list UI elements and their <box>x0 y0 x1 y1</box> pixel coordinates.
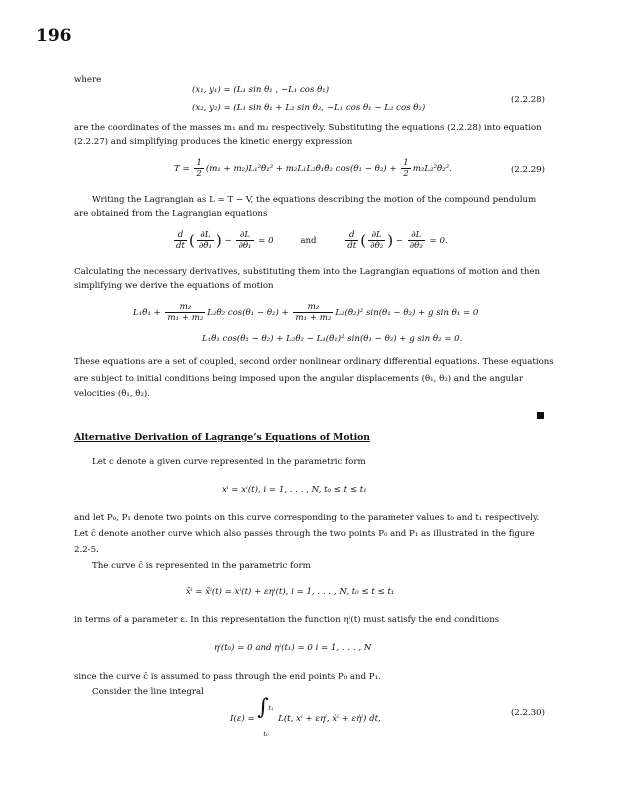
eq-part: = 0 <box>258 236 274 246</box>
equation-coords-2: (x₂, y₂) = (L₁ sin θ₁ + L₂ sin θ₂, −L₁ cos θ₁ − L₂ cos θ₂) <box>192 103 426 113</box>
paragraph-line: (2.2.27) and simplifying produces the kinetic energy expression <box>74 137 353 147</box>
fraction-numerator: 1 <box>403 158 409 168</box>
equation-number-2-2-28: (2.2.28) <box>510 95 545 105</box>
fraction-numerator: ∂L <box>408 230 425 241</box>
paragraph-line: These equations are a set of coupled, second order nonlinear ordinary differential equations. These equations <box>74 357 554 367</box>
equation-line-integral <box>230 695 381 738</box>
paragraph-line: are the coordinates of the masses m₁ and m₂ respectively. Substituting the equations (2.2.28) into equation <box>74 123 542 133</box>
eq-part: T = <box>174 164 190 174</box>
fraction-partial <box>197 230 214 251</box>
fraction-denominator: ∂θ̇₁ <box>198 241 212 251</box>
paren: ( <box>188 231 195 250</box>
fraction-denominator: dt <box>176 241 185 251</box>
paragraph-line: since the curve c̄ is assumed to pass through the end points P₀ and P₁. <box>74 672 381 682</box>
fraction-denominator: m₁ + m₂ <box>295 313 332 323</box>
eq-part: − <box>395 236 403 246</box>
fraction-numerator: 1 <box>196 158 202 168</box>
fraction-numerator: m₂ <box>165 302 205 313</box>
eq-part: m₂L₂²θ̇₂². <box>412 164 452 174</box>
fraction-denominator: ∂θ₁ <box>238 241 252 251</box>
paragraph-line: and let P₀, P₁ denote two points on this curve corresponding to the parameter values t₀ and t₁ respectively. <box>74 513 540 523</box>
paren: ) <box>215 231 222 250</box>
equation-parametric-bar: x̄ⁱ = x̄ⁱ(t) = xⁱ(t) + εηⁱ(t), i = 1, . . . , N, t₀ ≤ t ≤ t₁ <box>186 587 395 597</box>
paragraph-line: Let c denote a given curve represented in the parametric form <box>92 457 366 467</box>
page-number: 196 <box>36 26 72 46</box>
eq-part: L₂θ̈₂ cos(θ₁ − θ₂) + <box>207 308 289 318</box>
fraction-partial <box>408 230 425 251</box>
fraction-numerator: ∂L <box>368 230 385 241</box>
fraction-numerator: d <box>174 230 187 241</box>
eq-part: (m₁ + m₂)L₁²θ̇₁² + m₂L₁L₂θ̇₁θ̇₂ cos(θ₁ − θ₂) + <box>205 164 397 174</box>
equation-parametric: xⁱ = xⁱ(t), i = 1, . . . , N, t₀ ≤ t ≤ t₁ <box>222 485 367 495</box>
paragraph-line: Writing the Lagrangian as L = T − V, the equations describing the motion of the compound pendulum <box>92 195 537 205</box>
fraction-numerator: m₂ <box>293 302 333 313</box>
integral-block <box>257 695 275 738</box>
integral-sign: ∫ <box>257 695 269 720</box>
paragraph-line: Let c̄ denote another curve which also passes through the two points P₀ and P₁ as illustrated in the figure <box>74 529 535 539</box>
fraction-numerator: ∂L <box>236 230 253 241</box>
fraction-denominator: ∂θ₂ <box>409 241 423 251</box>
text-where: where <box>74 75 102 85</box>
paragraph-line: 2.2-5. <box>74 545 99 555</box>
equation-coords-1: (x₁, y₁) = (L₁ sin θ₁ , −L₁ cos θ₁) <box>192 85 330 95</box>
fraction-numerator: d <box>345 230 358 241</box>
fraction-mass <box>293 302 333 323</box>
section-heading: Alternative Derivation of Lagrange’s Equations of Motion <box>74 432 370 443</box>
fraction-partial <box>368 230 385 251</box>
end-of-proof-square <box>537 412 544 419</box>
integral-lower-limit: t₀ <box>263 730 269 738</box>
integral-upper-limit: t₁ <box>268 704 274 712</box>
paragraph-line: The curve c̄ is represented in the parametric form <box>92 561 311 571</box>
paragraph-line: are obtained from the Lagrangian equations <box>74 209 268 219</box>
fraction-d-dt <box>174 230 187 251</box>
equation-motion-1 <box>133 302 478 323</box>
fraction-half <box>401 158 410 179</box>
equation-motion-2: L₁θ̈₁ cos(θ₁ − θ₂) + L₂θ̈₂ − L₁(θ̇₁)² sin(θ₁ − θ₂) + g sin θ₂ = 0. <box>202 334 463 344</box>
eq-part: I(ε) = <box>230 714 255 724</box>
fraction-partial <box>236 230 253 251</box>
paragraph-line: Calculating the necessary derivatives, substituting them into the Lagrangian equations of motion and then <box>74 267 541 277</box>
equation-end-conditions: ηⁱ(t₀) = 0 and ηⁱ(t₁) = 0 i = 1, . . . , N <box>214 643 372 653</box>
equation-number-2-2-29: (2.2.29) <box>510 165 545 175</box>
eq-part: = 0. <box>429 236 448 246</box>
eq-and: and <box>300 236 317 246</box>
equation-kinetic-energy <box>174 158 452 179</box>
fraction-denominator: 2 <box>196 169 202 179</box>
paragraph-line: in terms of a parameter ε. In this representation the function ηⁱ(t) must satisfy the end conditions <box>74 615 500 625</box>
fraction-denominator: m₁ + m₂ <box>167 313 204 323</box>
fraction-numerator: ∂L <box>197 230 214 241</box>
paragraph-line: Consider the line integral <box>92 687 204 697</box>
paren: ( <box>360 231 367 250</box>
eq-part: L₁θ̈₁ + <box>133 308 161 318</box>
eq-part: L₂(θ̇₂)² sin(θ₁ − θ₂) + g sin θ₁ = 0 <box>335 308 479 318</box>
paragraph-line: are subject to initial conditions being imposed upon the angular displacements (θ₁, θ₂) and the angular <box>74 374 524 384</box>
fraction-d-dt <box>345 230 358 251</box>
fraction-denominator: ∂θ̇₂ <box>370 241 384 251</box>
equation-lagrange <box>172 230 448 251</box>
fraction-denominator: dt <box>347 241 357 251</box>
fraction-half <box>194 158 203 179</box>
paragraph-line: simplifying we derive the equations of motion <box>74 281 274 291</box>
equation-number-2-2-30: (2.2.30) <box>510 708 545 718</box>
eq-part: − <box>224 236 232 246</box>
eq-part: L(t, xⁱ + εηⁱ, ẋⁱ + εη̇ⁱ) dt, <box>278 714 381 724</box>
paragraph-line: velocities (θ̇₁, θ̇₂). <box>74 389 150 399</box>
fraction-denominator: 2 <box>403 169 409 179</box>
paren: ) <box>387 231 394 250</box>
fraction-mass <box>165 302 205 323</box>
